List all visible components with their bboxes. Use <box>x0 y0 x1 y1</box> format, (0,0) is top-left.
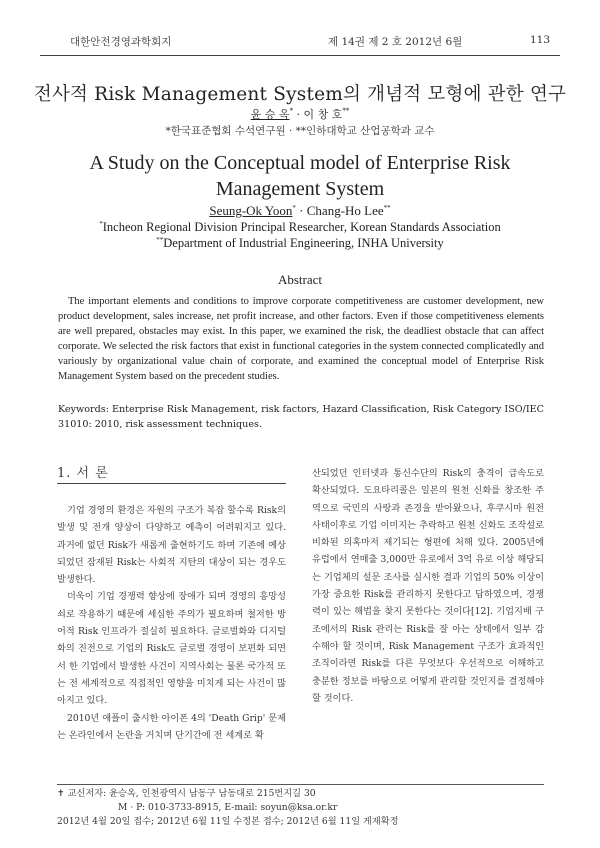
affiliation-1-mark: * <box>99 220 103 228</box>
korean-author-2: 이 창 호 <box>303 108 343 121</box>
section-rule <box>57 483 286 484</box>
english-affiliation-1 <box>0 220 600 235</box>
header-rule <box>40 55 560 56</box>
section-heading: 1. 서 론 <box>57 466 109 481</box>
korean-authors <box>0 106 600 122</box>
abstract-heading: Abstract <box>277 272 323 287</box>
english-author-1-mark: * <box>292 204 296 212</box>
paragraph: 기업 경영의 환경은 자원의 구조가 복잡 할수록 Risk의 발생 및 전개 양상이 다양하고 예측이 어려워지고 있다. 과거에 없던 Risk가 새롭게 출현하기도 하며 기존에 예상되었던 잠재된 Risk는 사회적 지탄의 대상이 되는 경우도 발생한다. <box>57 505 286 586</box>
footnote-contact: M · P: 010-3733-8915, E-mail: soyun@ksa.or.kr <box>118 802 338 813</box>
issue-info: 제 14권 제 2 호 2012년 6월 <box>328 36 463 48</box>
english-author-1: Seung-Ok Yoon <box>209 203 293 218</box>
keywords: Keywords: Enterprise Risk Management, risk factors, Hazard Classification, Risk Category ISO/IEC 31010: 2010, risk assessment techniques. <box>58 404 544 430</box>
english-title <box>0 150 600 202</box>
journal-name: 대한안전경영과학회지 <box>70 36 172 48</box>
footnote-dates: 2012년 4월 20일 접수; 2012년 6월 11일 수정본 접수; 2012년 6월 11일 게재확정 <box>57 816 399 827</box>
korean-author-2-mark: ** <box>342 107 350 115</box>
english-affiliation-2 <box>0 236 600 251</box>
page-number: 113 <box>529 34 550 46</box>
affiliation-1-text: Incheon Regional Division Principal Researcher, Korean Standards Association <box>102 220 501 234</box>
english-title-line-1: A Study on the Conceptual model of Enterprise Risk <box>89 152 511 174</box>
footnote-author: ✝ 교신저자: 윤승옥, 인천광역시 남동구 남동대로 215번지길 30 <box>57 788 316 799</box>
author-separator: · <box>296 108 300 121</box>
english-title-line-2: Management System <box>215 178 385 200</box>
korean-author-1-mark: * <box>289 107 293 115</box>
paragraph: 더욱이 기업 경쟁력 향상에 장애가 되며 경영의 흥망성쇠로 작용하기 때문에 세심한 주의가 필요하며 철저한 방어적 Risk 인프라가 절실히 필요하다. 글로벌화와 디지털화의 진전으로 기업의 Risk도 글로벌 경영이 보편화 되면서 한 기업에서 발생한 사건이 지역사회는 물론 국가적 또는 전 세계적으로 직접적인 영향을 미치게 되는 사건이 많아지고 있다. <box>57 591 286 707</box>
english-author-2: Chang-Ho Lee <box>306 203 384 218</box>
english-authors <box>0 203 600 219</box>
paragraph: 2010년 애플이 출시한 아이폰 4의 'Death Grip' 문제는 온라인에서 논란을 거치며 단기간에 전 세계로 확 <box>57 712 286 741</box>
affiliation-2-mark: ** <box>156 236 164 244</box>
affiliation-2-text: Department of Industrial Engineering, INHA University <box>163 236 444 250</box>
english-author-separator: · <box>299 203 304 218</box>
body-column-right <box>312 465 544 707</box>
abstract-text: The important elements and conditions to improve corporate competitiveness are customer development, new product development, sales increase, net profit increase, and other factors. Even if those competitiveness elements are well prepared, obstacles may exist. In this paper, we examined the risk, the deadliest obstacle that can affect corporate. We selected the risk factors that exist in functional categories in the system connected complicatedly and variously by organizational value chain of corporate, and examined the conceptual model of Enterprise Risk Management System based on the precedent studies. <box>58 296 544 382</box>
abstract-body <box>58 294 544 384</box>
korean-title: 전사적 Risk Management System의 개념적 모형에 관한 연구 <box>33 84 567 105</box>
paragraph: 산되었던 인터넷과 통신수단의 Risk의 충격이 급속도로 확산되었다. 도요타리콜은 일본의 원천 신화를 창조한 주역으로 국민의 사랑과 존경을 받아왔으나, 후쿠시마 원전 사태이후로 기업 이미지는 추락하고 원천 신화도 조작설로 비화된 의혹마저 제기되는 형편에 처해 있다. 2005년에 유럽에서 연매출 3,000만 유로에서 3억 유로 이상 해당되는 기업체의 설문 조사를 실시한 결과 기업의 50% 이상이 가장 중요한 Risk를 관리하지 못한다고 답하였으며, 경쟁력이 있는 해법을 찾지 못한다는 것이다[12]. 기업지배 구조에서의 Risk 관리는 Risk를 잘 아는 상태에서 일부 감수해야 할 것이며, Risk Management 구조가 효과적인 조직이라면 Risk를 다른 무엇보다 우선적으로 이해하고 충분한 정보를 바탕으로 어떻게 관리할 것인지를 결정해야 할 것이다. <box>312 468 544 704</box>
footnote-rule <box>57 784 544 785</box>
korean-affiliation: *한국표준협회 수석연구원 · **인하대학교 산업공학과 교수 <box>165 125 435 137</box>
english-author-2-mark: ** <box>383 204 391 212</box>
body-column-left <box>57 502 286 744</box>
korean-author-1: 윤 승 옥 <box>250 108 290 121</box>
running-header <box>40 34 560 50</box>
